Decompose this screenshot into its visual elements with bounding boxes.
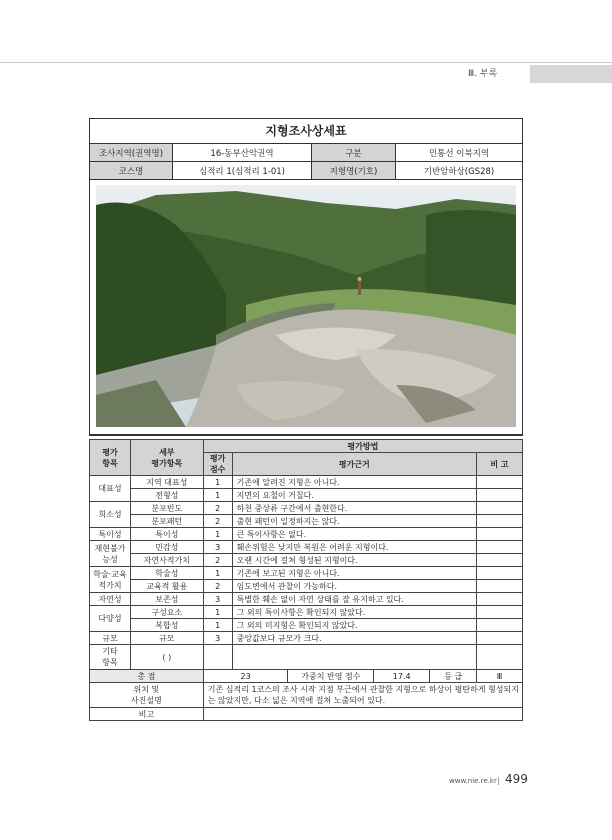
- sub-item-cell: 보존성: [130, 593, 203, 606]
- info-table: [90, 144, 522, 180]
- sub-item-cell: ( ): [130, 645, 203, 670]
- sub-item-cell: 교육적 활용: [130, 580, 203, 593]
- table-row: [90, 541, 523, 554]
- score-cell: 1: [203, 619, 232, 632]
- note-cell: [477, 476, 523, 489]
- score-cell: 1: [203, 567, 232, 580]
- header-basis: 평가근거: [232, 453, 476, 476]
- category-cell: 다양성: [90, 606, 131, 632]
- score-cell: 2: [203, 580, 232, 593]
- score-cell: 2: [203, 502, 232, 515]
- location-text: 기존 심적리 1코스의 조사 시작 지점 부근에서 관찰한 지형으로 하상이 평탄하게 형성되지는 않았지만, 다소 넓은 지역에 걸쳐 노출되어 있다.: [203, 683, 522, 708]
- info-label: 구분: [312, 144, 396, 162]
- category-cell: 희소성: [90, 502, 131, 528]
- note-cell: [477, 554, 523, 567]
- note-cell: [477, 567, 523, 580]
- evaluation-table: [89, 439, 523, 721]
- score-cell: 1: [203, 489, 232, 502]
- category-cell: 대표성: [90, 476, 131, 502]
- category-cell: 학술·교육적가치: [90, 567, 131, 593]
- note-cell: [477, 515, 523, 528]
- grade-label: 등 급: [430, 670, 477, 683]
- weighted-label: 가중치 반영 점수: [288, 670, 374, 683]
- score-cell: 1: [203, 476, 232, 489]
- basis-cell: 임도변에서 관찰이 가능하다.: [232, 580, 476, 593]
- basis-cell: 출현 패턴이 일정하지는 않다.: [232, 515, 476, 528]
- table-row: [90, 593, 523, 606]
- category-cell: 특이성: [90, 528, 131, 541]
- score-cell: 2: [203, 515, 232, 528]
- table-header-row: [90, 440, 523, 453]
- basis-cell: 기존에 보고된 지형은 아니다.: [232, 567, 476, 580]
- table-row: [90, 489, 523, 502]
- table-row: [90, 580, 523, 593]
- sub-item-cell: 규모: [130, 632, 203, 645]
- note-cell: [477, 619, 523, 632]
- table-row: [90, 528, 523, 541]
- note-cell: [477, 593, 523, 606]
- summary-row: [90, 670, 523, 683]
- score-cell: 3: [203, 632, 232, 645]
- score-cell: 1: [203, 606, 232, 619]
- basis-cell: 특별한 훼손 없이 자연 상태를 잘 유지하고 있다.: [232, 593, 476, 606]
- note-cell: [477, 489, 523, 502]
- score-cell: 1: [203, 528, 232, 541]
- basis-cell: 하천 중상류 구간에서 출현한다.: [232, 502, 476, 515]
- sub-item-cell: 구성요소: [130, 606, 203, 619]
- sub-item-cell: 전형성: [130, 489, 203, 502]
- info-value: 기반암하상(GS28): [396, 162, 523, 180]
- category-cell: 자연성: [90, 593, 131, 606]
- footer-url: www.nie.re.kr: [449, 777, 497, 785]
- basis-cell: 훼손위험은 낮지만 복원은 어려운 지형이다.: [232, 541, 476, 554]
- basis-cell: [232, 645, 476, 670]
- table-row: [90, 515, 523, 528]
- note-cell: [477, 606, 523, 619]
- remarks-text: [203, 708, 522, 721]
- total-label: 총 점: [90, 670, 204, 683]
- survey-card: [89, 118, 523, 436]
- info-value: 민통선 이북지역: [396, 144, 523, 162]
- header-score: 평가 점수: [203, 453, 232, 476]
- table-row: [90, 554, 523, 567]
- category-cell: 규모: [90, 632, 131, 645]
- section-title: Ⅲ. 부록: [468, 69, 498, 79]
- sub-item-cell: 분포패턴: [130, 515, 203, 528]
- header-note: 비 고: [477, 453, 523, 476]
- table-row: [90, 645, 523, 670]
- table-row: [90, 502, 523, 515]
- weighted-value: 17.4: [374, 670, 430, 683]
- basis-cell: 큰 특이사항은 없다.: [232, 528, 476, 541]
- card-title: 지형조사상세표: [90, 119, 522, 144]
- score-cell: [203, 645, 232, 670]
- info-value: 심적리 1(심적리 1-01): [173, 162, 312, 180]
- basis-cell: 오랜 시간에 걸쳐 형성된 지형이다.: [232, 554, 476, 567]
- basis-cell: 지면의 요철이 거칠다.: [232, 489, 476, 502]
- info-label: 조사지역(권역명): [90, 144, 173, 162]
- table-row: [90, 567, 523, 580]
- note-cell: [477, 502, 523, 515]
- site-photo-frame: [90, 180, 522, 435]
- sub-item-cell: 복합성: [130, 619, 203, 632]
- header-category: 평가 항목: [90, 440, 131, 476]
- note-cell: [477, 541, 523, 554]
- sub-item-cell: 분포빈도: [130, 502, 203, 515]
- category-cell: 기타 항목: [90, 645, 131, 670]
- header-method: 평가방법: [203, 440, 522, 453]
- basis-cell: 그 외의 특이사항은 확인되지 않았다.: [232, 606, 476, 619]
- basis-cell: 그 외의 미지형은 확인되지 않았다.: [232, 619, 476, 632]
- info-value: 16-동부산악권역: [173, 144, 312, 162]
- section-tab-block: [530, 65, 612, 83]
- info-label: 지형명(기호): [312, 162, 396, 180]
- score-cell: 3: [203, 593, 232, 606]
- category-cell: 재현불가능성: [90, 541, 131, 567]
- grade-value: Ⅲ: [477, 670, 523, 683]
- note-cell: [477, 632, 523, 645]
- sub-item-cell: 특이성: [130, 528, 203, 541]
- sub-item-cell: 민감성: [130, 541, 203, 554]
- sub-item-cell: 자연사적가치: [130, 554, 203, 567]
- note-cell: [477, 528, 523, 541]
- info-row: [90, 162, 522, 180]
- location-row: [90, 683, 523, 708]
- footer-separator: |: [497, 776, 500, 785]
- table-row: [90, 619, 523, 632]
- sub-item-cell: 지역 대표성: [130, 476, 203, 489]
- note-cell: [477, 645, 523, 670]
- table-row: [90, 476, 523, 489]
- basis-cell: 기존에 알려진 지형은 아니다.: [232, 476, 476, 489]
- score-cell: 2: [203, 554, 232, 567]
- note-cell: [477, 580, 523, 593]
- total-value: 23: [203, 670, 288, 683]
- sub-item-cell: 학술성: [130, 567, 203, 580]
- header-rule: [0, 62, 612, 63]
- location-label: 위치 및 사진설명: [90, 683, 204, 708]
- basis-cell: 중앙값보다 규모가 크다.: [232, 632, 476, 645]
- table-row: [90, 632, 523, 645]
- table-row: [90, 606, 523, 619]
- info-label: 코스명: [90, 162, 173, 180]
- page-number: 499: [505, 772, 528, 786]
- site-photo: [96, 185, 516, 427]
- remarks-label: 비고: [90, 708, 204, 721]
- score-cell: 3: [203, 541, 232, 554]
- info-row: [90, 144, 522, 162]
- header-sub-item: 세부 평가항목: [130, 440, 203, 476]
- remarks-row: [90, 708, 523, 721]
